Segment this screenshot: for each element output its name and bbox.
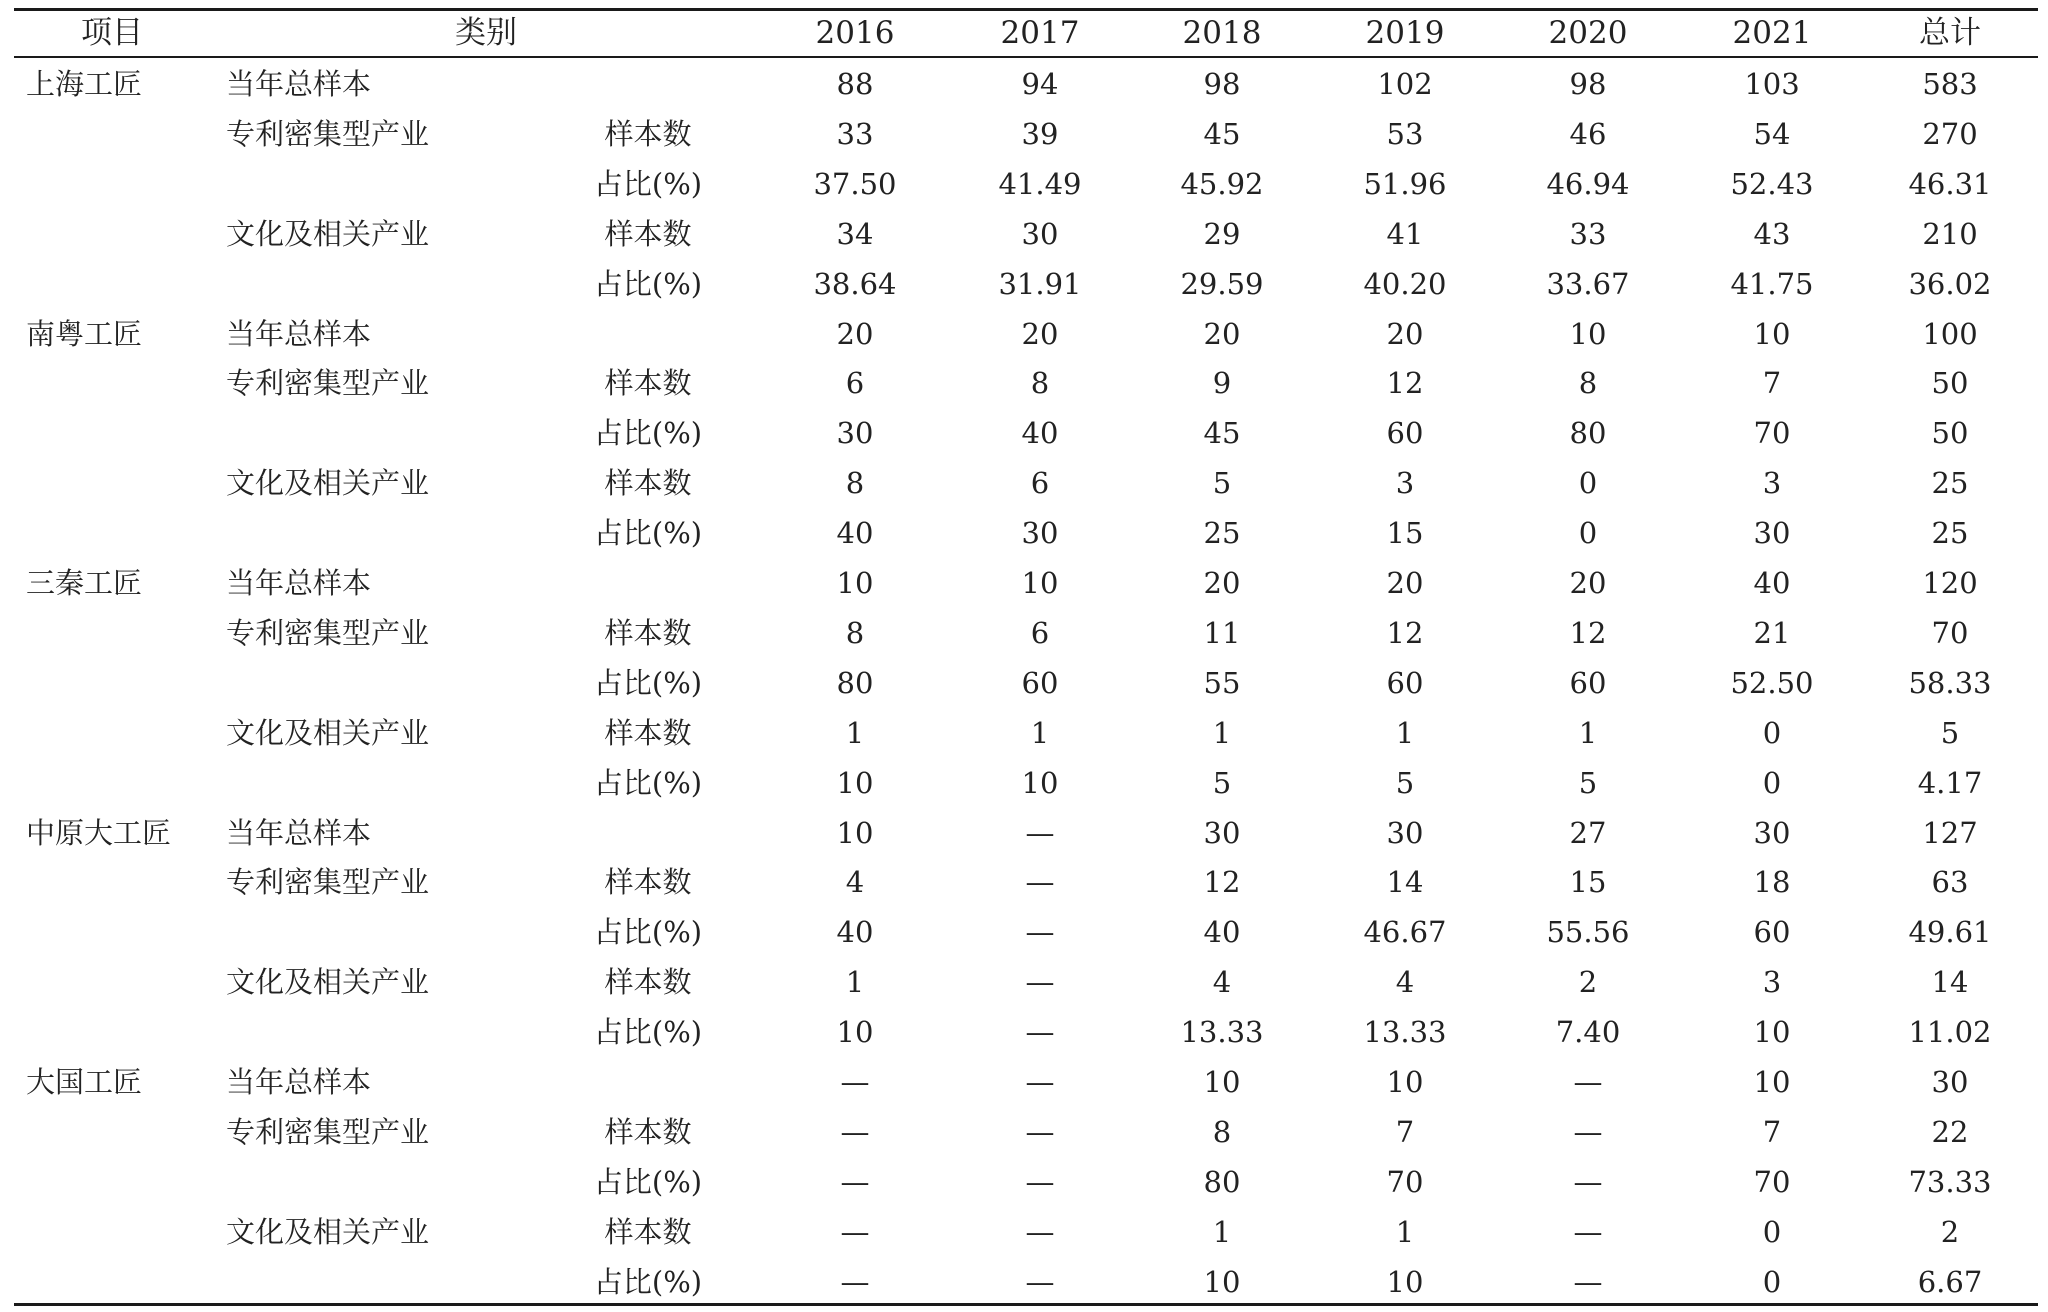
table-cell: 34 bbox=[836, 216, 874, 251]
table-cell: 40 bbox=[836, 915, 874, 950]
table-cell: 8 bbox=[845, 466, 865, 501]
header-year: 2019 bbox=[1365, 15, 1445, 51]
table-cell: 10 bbox=[836, 765, 874, 800]
row-label-industry: 专利密集型产业 bbox=[226, 865, 430, 900]
table-cell: 30 bbox=[1753, 815, 1791, 850]
table-cell: 14 bbox=[1386, 865, 1424, 900]
table-cell: 4.17 bbox=[1917, 765, 1983, 800]
table-cell: 50 bbox=[1931, 416, 1969, 451]
row-sublabel-ratio: 占比(%) bbox=[593, 166, 703, 201]
table-cell: 10 bbox=[1569, 316, 1607, 351]
table-cell: 6 bbox=[1030, 466, 1050, 501]
group-name: 三秦工匠 bbox=[26, 566, 143, 600]
table-cell: 127 bbox=[1922, 815, 1978, 850]
table-cell: 70 bbox=[1386, 1164, 1424, 1199]
table-cell: — bbox=[1025, 1264, 1055, 1299]
table-cell: 60 bbox=[1569, 665, 1607, 700]
table-cell: — bbox=[1025, 1015, 1055, 1050]
table-cell: 6 bbox=[1030, 615, 1050, 650]
header-category: 类别 bbox=[455, 15, 517, 51]
table-cell: 52.50 bbox=[1730, 665, 1814, 700]
table-cell: 1 bbox=[845, 715, 865, 750]
table-cell: 70 bbox=[1753, 1164, 1791, 1199]
table-cell: — bbox=[840, 1264, 870, 1299]
header-total: 总计 bbox=[1919, 15, 1981, 51]
row-label-industry: 专利密集型产业 bbox=[226, 116, 430, 151]
table-cell: 54 bbox=[1753, 116, 1791, 151]
table-cell: 5 bbox=[1212, 466, 1232, 501]
row-label-industry: 文化及相关产业 bbox=[226, 466, 430, 501]
table-cell: 100 bbox=[1922, 316, 1978, 351]
table-cell: 10 bbox=[1021, 765, 1059, 800]
table-cell: 70 bbox=[1931, 615, 1969, 650]
table-cell: 20 bbox=[1203, 316, 1241, 351]
table-cell: 30 bbox=[1203, 815, 1241, 850]
table-cell: 10 bbox=[1203, 1264, 1241, 1299]
table-cell: 20 bbox=[1203, 566, 1241, 600]
table-cell: 0 bbox=[1762, 715, 1782, 750]
table-cell: 30 bbox=[1753, 516, 1791, 551]
row-sublabel-ratio: 占比(%) bbox=[593, 1015, 703, 1050]
table-cell: 46.94 bbox=[1546, 166, 1630, 201]
table-cell: 33 bbox=[1569, 216, 1607, 251]
table-cell: 7 bbox=[1762, 1114, 1782, 1149]
header-item: 项目 bbox=[81, 15, 143, 51]
table-cell: — bbox=[1025, 1214, 1055, 1249]
table-cell: 20 bbox=[1569, 566, 1607, 600]
table-cell: 5 bbox=[1940, 715, 1960, 750]
table-cell: 0 bbox=[1762, 1214, 1782, 1249]
row-sublabel-ratio: 占比(%) bbox=[593, 665, 703, 700]
group-name: 南粤工匠 bbox=[26, 316, 143, 351]
table-cell: 53 bbox=[1386, 116, 1424, 151]
table-cell: 25 bbox=[1931, 466, 1969, 501]
table-cell: 41 bbox=[1386, 216, 1424, 251]
table-cell: 55 bbox=[1203, 665, 1241, 700]
table-cell: — bbox=[1573, 1065, 1603, 1099]
table-cell: — bbox=[840, 1164, 870, 1199]
table-cell: 27 bbox=[1569, 815, 1607, 850]
header-year: 2016 bbox=[815, 15, 895, 51]
table-cell: 210 bbox=[1922, 216, 1978, 251]
table-cell: 102 bbox=[1377, 67, 1433, 101]
table-cell: 4 bbox=[845, 865, 865, 900]
table-cell: 33.67 bbox=[1546, 266, 1630, 301]
table-cell: 30 bbox=[1021, 216, 1059, 251]
table-cell: 51.96 bbox=[1363, 166, 1447, 201]
table-cell: 18 bbox=[1753, 865, 1791, 900]
table-cell: 103 bbox=[1744, 67, 1800, 101]
table-cell: 30 bbox=[836, 416, 874, 451]
table-cell: 52.43 bbox=[1730, 166, 1814, 201]
table-cell: 2 bbox=[1578, 965, 1598, 1000]
row-sublabel-count: 样本数 bbox=[604, 466, 692, 501]
table-cell: 6 bbox=[845, 366, 865, 401]
table-cell: 60 bbox=[1021, 665, 1059, 700]
table-cell: 45 bbox=[1203, 416, 1241, 451]
table-cell: 11 bbox=[1203, 615, 1241, 650]
table-cell: 60 bbox=[1386, 416, 1424, 451]
table-cell: 7 bbox=[1762, 366, 1782, 401]
table-cell: 1 bbox=[845, 965, 865, 1000]
table-cell: 43 bbox=[1753, 216, 1791, 251]
table-cell: — bbox=[1025, 865, 1055, 900]
table-cell: 55.56 bbox=[1546, 915, 1630, 950]
table-cell: 80 bbox=[836, 665, 874, 700]
table-cell: 10 bbox=[836, 566, 874, 600]
table-cell: 40 bbox=[1021, 416, 1059, 451]
table-cell: 12 bbox=[1386, 366, 1424, 401]
table-cell: 11.02 bbox=[1908, 1015, 1992, 1050]
table-cell: 10 bbox=[1753, 1015, 1791, 1050]
table-cell: 8 bbox=[1578, 366, 1598, 401]
table-cell: 5 bbox=[1212, 765, 1232, 800]
row-label-industry: 专利密集型产业 bbox=[226, 366, 430, 401]
table-cell: 10 bbox=[1386, 1264, 1424, 1299]
table-cell: 0 bbox=[1762, 1264, 1782, 1299]
table-cell: 8 bbox=[845, 615, 865, 650]
table-cell: 1 bbox=[1578, 715, 1598, 750]
table-cell: 0 bbox=[1762, 765, 1782, 800]
table-cell: 15 bbox=[1569, 865, 1607, 900]
row-label-industry: 专利密集型产业 bbox=[226, 615, 430, 650]
table-cell: 9 bbox=[1212, 366, 1232, 401]
header-year: 2020 bbox=[1548, 15, 1628, 51]
table-cell: 21 bbox=[1753, 615, 1791, 650]
table-cell: — bbox=[1025, 1164, 1055, 1199]
table-cell: 25 bbox=[1931, 516, 1969, 551]
table-cell: — bbox=[1025, 965, 1055, 1000]
table-cell: — bbox=[1025, 815, 1055, 850]
table-cell: 80 bbox=[1569, 416, 1607, 451]
row-label-industry: 文化及相关产业 bbox=[226, 965, 430, 1000]
header-year: 2017 bbox=[1000, 15, 1080, 51]
table-cell: 40 bbox=[1753, 566, 1791, 600]
table-cell: 40.20 bbox=[1363, 266, 1447, 301]
table-cell: — bbox=[1025, 915, 1055, 950]
table-cell: 3 bbox=[1762, 466, 1782, 501]
row-label-industry: 文化及相关产业 bbox=[226, 216, 430, 251]
table-cell: 30 bbox=[1021, 516, 1059, 551]
table-cell: 30 bbox=[1931, 1065, 1969, 1099]
table-cell: 30 bbox=[1386, 815, 1424, 850]
table-cell: 46.67 bbox=[1363, 915, 1447, 950]
group-name: 大国工匠 bbox=[26, 1065, 143, 1099]
table-cell: 80 bbox=[1203, 1164, 1241, 1199]
table-cell: — bbox=[1573, 1264, 1603, 1299]
table-cell: 46.31 bbox=[1908, 166, 1992, 201]
table-cell: 1 bbox=[1395, 715, 1415, 750]
row-sublabel-count: 样本数 bbox=[604, 615, 692, 650]
table-cell: 45.92 bbox=[1180, 166, 1264, 201]
table-cell: 12 bbox=[1386, 615, 1424, 650]
row-label-total-samples: 当年总样本 bbox=[226, 316, 372, 351]
table-cell: 25 bbox=[1203, 516, 1241, 551]
row-sublabel-count: 样本数 bbox=[604, 216, 692, 251]
table-cell: 14 bbox=[1931, 965, 1969, 1000]
table-cell: 7.40 bbox=[1555, 1015, 1621, 1050]
table-cell: 70 bbox=[1753, 416, 1791, 451]
table-cell: 41.75 bbox=[1730, 266, 1814, 301]
table-cell: — bbox=[1573, 1114, 1603, 1149]
table-cell: 5 bbox=[1578, 765, 1598, 800]
table-cell: 10 bbox=[1753, 1065, 1791, 1099]
table-cell: 1 bbox=[1212, 1214, 1232, 1249]
row-sublabel-count: 样本数 bbox=[604, 1214, 692, 1249]
table-cell: 1 bbox=[1212, 715, 1232, 750]
table-cell: 13.33 bbox=[1363, 1015, 1447, 1050]
table-cell: 8 bbox=[1030, 366, 1050, 401]
header-year: 2018 bbox=[1182, 15, 1262, 51]
table-cell: — bbox=[840, 1114, 870, 1149]
table-cell: 4 bbox=[1212, 965, 1232, 1000]
table-cell: 8 bbox=[1212, 1114, 1232, 1149]
table-cell: 0 bbox=[1578, 466, 1598, 501]
row-sublabel-count: 样本数 bbox=[604, 865, 692, 900]
table-cell: 39 bbox=[1021, 116, 1059, 151]
table-cell: 12 bbox=[1203, 865, 1241, 900]
table-cell: — bbox=[1025, 1065, 1055, 1099]
table-cell: 10 bbox=[836, 1015, 874, 1050]
row-label-industry: 专利密集型产业 bbox=[226, 1114, 430, 1149]
header-year: 2021 bbox=[1732, 15, 1812, 51]
row-label-industry: 文化及相关产业 bbox=[226, 715, 430, 750]
row-sublabel-ratio: 占比(%) bbox=[593, 1264, 703, 1299]
table-cell: 41.49 bbox=[998, 166, 1082, 201]
row-sublabel-ratio: 占比(%) bbox=[593, 1164, 703, 1199]
table-cell: 58.33 bbox=[1908, 665, 1992, 700]
table-cell: 3 bbox=[1395, 466, 1415, 501]
table-cell: 98 bbox=[1569, 67, 1607, 101]
group-name: 中原大工匠 bbox=[26, 815, 172, 850]
table-cell: — bbox=[840, 1065, 870, 1099]
table-cell: — bbox=[1025, 1114, 1055, 1149]
table-cell: — bbox=[1573, 1214, 1603, 1249]
row-sublabel-count: 样本数 bbox=[604, 1114, 692, 1149]
table-cell: 270 bbox=[1922, 116, 1978, 151]
table-cell: 29.59 bbox=[1180, 266, 1264, 301]
table-cell: 10 bbox=[1386, 1065, 1424, 1099]
table-cell: 33 bbox=[836, 116, 874, 151]
table-cell: 45 bbox=[1203, 116, 1241, 151]
table-cell: — bbox=[1573, 1164, 1603, 1199]
row-sublabel-count: 样本数 bbox=[604, 116, 692, 151]
table-cell: 60 bbox=[1386, 665, 1424, 700]
table-cell: 10 bbox=[836, 815, 874, 850]
table-cell: 6.67 bbox=[1917, 1264, 1983, 1299]
table-cell: 73.33 bbox=[1908, 1164, 1992, 1199]
row-label-total-samples: 当年总样本 bbox=[226, 1065, 372, 1099]
table-cell: 2 bbox=[1940, 1214, 1960, 1249]
table-cell: 29 bbox=[1203, 216, 1241, 251]
row-sublabel-ratio: 占比(%) bbox=[593, 266, 703, 301]
row-sublabel-ratio: 占比(%) bbox=[593, 516, 703, 551]
table-cell: 40 bbox=[1203, 915, 1241, 950]
table-cell: 7 bbox=[1395, 1114, 1415, 1149]
table-cell: 12 bbox=[1569, 615, 1607, 650]
table-cell: 60 bbox=[1753, 915, 1791, 950]
table-cell: 15 bbox=[1386, 516, 1424, 551]
row-sublabel-count: 样本数 bbox=[604, 965, 692, 1000]
table-cell: 10 bbox=[1753, 316, 1791, 351]
table-cell: 88 bbox=[836, 67, 874, 101]
table-cell: 120 bbox=[1922, 566, 1978, 600]
table-cell: — bbox=[840, 1214, 870, 1249]
table-cell: 0 bbox=[1578, 516, 1598, 551]
table-cell: 20 bbox=[1386, 316, 1424, 351]
table-cell: 1 bbox=[1395, 1214, 1415, 1249]
row-label-industry: 文化及相关产业 bbox=[226, 1214, 430, 1249]
row-sublabel-count: 样本数 bbox=[604, 715, 692, 750]
row-sublabel-ratio: 占比(%) bbox=[593, 915, 703, 950]
table-cell: 10 bbox=[1203, 1065, 1241, 1099]
table-cell: 63 bbox=[1931, 865, 1969, 900]
table-cell: 583 bbox=[1922, 67, 1978, 101]
table-cell: 36.02 bbox=[1908, 266, 1992, 301]
table-cell: 50 bbox=[1931, 366, 1969, 401]
table-cell: 5 bbox=[1395, 765, 1415, 800]
row-label-total-samples: 当年总样本 bbox=[226, 67, 372, 101]
table-cell: 22 bbox=[1931, 1114, 1969, 1149]
table-cell: 3 bbox=[1762, 965, 1782, 1000]
table-cell: 10 bbox=[1021, 566, 1059, 600]
table-cell: 20 bbox=[1021, 316, 1059, 351]
row-label-total-samples: 当年总样本 bbox=[226, 566, 372, 600]
row-sublabel-ratio: 占比(%) bbox=[593, 416, 703, 451]
table-cell: 37.50 bbox=[813, 166, 897, 201]
table-cell: 4 bbox=[1395, 965, 1415, 1000]
table-cell: 40 bbox=[836, 516, 874, 551]
table-cell: 1 bbox=[1030, 715, 1050, 750]
table-cell: 94 bbox=[1021, 67, 1059, 101]
row-sublabel-ratio: 占比(%) bbox=[593, 765, 703, 800]
table-cell: 49.61 bbox=[1908, 915, 1992, 950]
row-label-total-samples: 当年总样本 bbox=[226, 815, 372, 850]
table-cell: 46 bbox=[1569, 116, 1607, 151]
table-cell: 98 bbox=[1203, 67, 1241, 101]
table-cell: 20 bbox=[1386, 566, 1424, 600]
group-name: 上海工匠 bbox=[26, 67, 143, 101]
table-cell: 20 bbox=[836, 316, 874, 351]
row-sublabel-count: 样本数 bbox=[604, 366, 692, 401]
table-cell: 31.91 bbox=[998, 266, 1082, 301]
table-cell: 13.33 bbox=[1180, 1015, 1264, 1050]
table-cell: 38.64 bbox=[813, 266, 897, 301]
